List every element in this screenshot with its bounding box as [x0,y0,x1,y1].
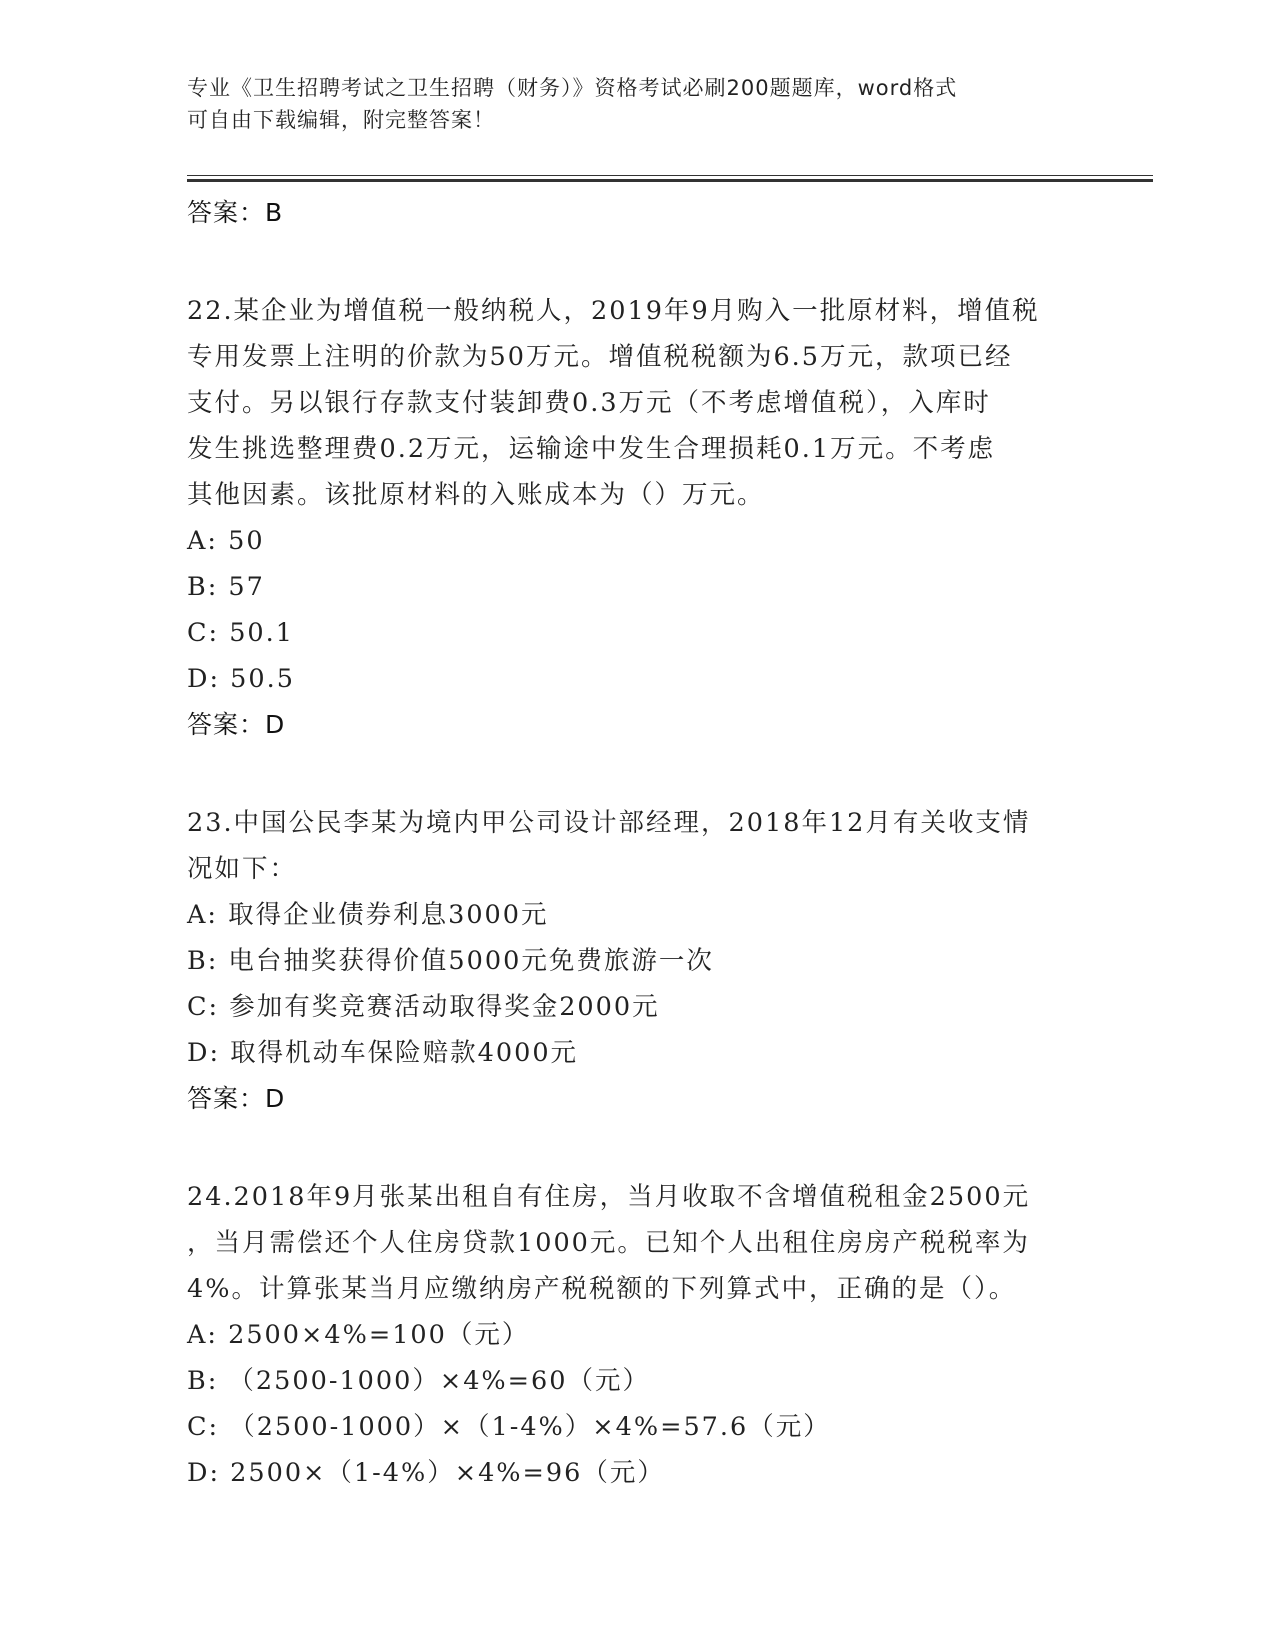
spacer [187,236,1087,288]
spacer [187,1122,1087,1174]
question-line: 发生挑选整理费0.2万元，运输途中发生合理损耗0.1万元。不考虑 [187,434,996,464]
header-divider-thick [187,179,1153,182]
header-line-1: 专业《卫生招聘考试之卫生招聘（财务）》资格考试必刷200题题库，word格式 [187,76,958,100]
option-c: C: （2500-1000）×（1-4%）×4%=57.6（元） [187,1412,831,1442]
question-text [187,288,1087,518]
option-b: B: （2500-1000）×4%=60（元） [187,1366,650,1396]
question-line: 其他因素。该批原材料的入账成本为（）万元。 [187,480,765,510]
question-line: 22.某企业为增值税一般纳税人，2019年9月购入一批原材料，增值税 [187,296,1040,326]
question-line: ，当月需偿还个人住房贷款1000元。已知个人出租住房房产税税率为 [187,1228,1030,1258]
question-text [187,1174,1087,1312]
document-header [187,72,1067,136]
header-divider-thin [187,175,1153,176]
question-23 [187,800,1087,1122]
question-24 [187,1174,1087,1496]
question-line: 23.中国公民李某为境内甲公司设计部经理，2018年12月有关收支情 [187,808,1031,838]
option-c: C: 50.1 [187,618,294,648]
question-text [187,800,1087,892]
answer-prev: 答案：B [187,198,284,227]
option-c: C: 参加有奖竞赛活动取得奖金2000元 [187,992,660,1022]
question-line: 专用发票上注明的价款为50万元。增值税税额为6.5万元，款项已经 [187,342,1013,372]
question-line: 4%。计算张某当月应缴纳房产税税额的下列算式中，正确的是（）。 [187,1274,1017,1304]
answer-23: 答案：D [187,1084,286,1113]
question-line: 况如下： [187,854,298,884]
option-a: A: 取得企业债券利息3000元 [187,900,549,930]
option-d: D: 50.5 [187,664,295,694]
option-b: B: 电台抽奖获得价值5000元免费旅游一次 [187,946,714,976]
header-line-2: 可自由下载编辑，附完整答案！ [187,108,495,132]
option-b: B: 57 [187,572,265,602]
option-a: A: 2500×4%=100（元） [187,1320,530,1350]
answer-22: 答案：D [187,710,286,739]
spacer [187,748,1087,800]
option-d: D: 取得机动车保险赔款4000元 [187,1038,579,1068]
question-line: 24.2018年9月张某出租自有住房，当月收取不含增值税租金2500元 [187,1182,1031,1212]
document-body [187,190,1087,1496]
question-line: 支付。另以银行存款支付装卸费0.3万元（不考虑增值税），入库时 [187,388,991,418]
question-22 [187,288,1087,748]
option-d: D: 2500×（1-4%）×4%=96（元） [187,1458,665,1488]
option-a: A: 50 [187,526,265,556]
